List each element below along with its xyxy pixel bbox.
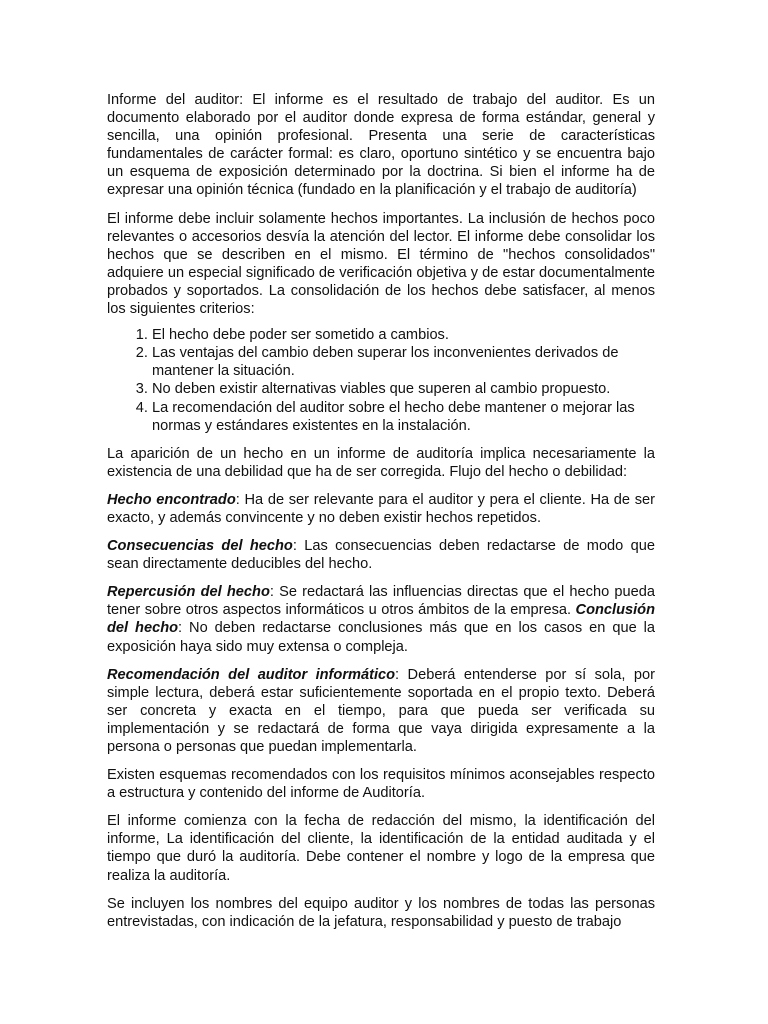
- paragraph-consecuencias: [107, 537, 655, 573]
- text-repercusion: : Se redactará las influencias directas que el hecho pueda tener sobre otros aspectos informáticos u otros ámbitos de la empresa.: [107, 584, 655, 619]
- paragraph-repercusion: [107, 583, 655, 655]
- criteria-item: 3. No deben existir alternativas viables que superen al cambio propuesto.: [152, 380, 655, 398]
- text-consecuencias: : Las consecuencias deben redactarse de modo que sean directamente deducibles del hecho.: [107, 538, 655, 573]
- text-recomendacion: : Deberá entenderse por sí sola, por simple lectura, deberá estar suficientemente soportada en el propio texto. Deberá ser concreta y exacta en el tiempo, para que pueda ser verificada su implementación y se redactará de forma que vaya dirigida expresamente a la persona o personas que puedan implementarla.: [107, 666, 655, 755]
- paragraph-equipo-auditor: Se incluyen los nombres del equipo auditor y los nombres de todas las personas entrevistadas, con indicación de la jefatura, responsabilidad y puesto de trabajo: [107, 895, 655, 930]
- paragraph-hecho-encontrado: [107, 491, 655, 527]
- paragraph-recomendacion: [107, 666, 655, 756]
- term-hecho-encontrado: Hecho encontrado: [107, 491, 236, 508]
- criteria-item: 1. El hecho debe poder ser sometido a cambios.: [152, 326, 655, 344]
- criteria-list: [107, 326, 655, 435]
- paragraph-hechos-importantes: El informe debe incluir solamente hechos importantes. La inclusión de hechos poco relevantes o accesorios desvía la atención del lector. El informe debe consolidar los hechos que se describen en el mismo. El término de "hechos consolidados" adquiere un especial significado de verificación objetiva y de estar documentalmente probados y soportados. La consolidación de los hechos debe satisfacer, al menos los siguientes criterios:: [107, 210, 655, 318]
- term-consecuencias: Consecuencias del hecho: [107, 538, 293, 555]
- paragraph-informe-auditor: Informe del auditor: El informe es el resultado de trabajo del auditor. Es un documento elaborado por el auditor donde expresa de forma estándar, general y sencilla, una opinión profesional. Presenta una serie de características fundamentales de carácter formal: es claro, oportuno sintético y se encuentra bajo un esquema de exposición determinado por la doctrina. Si bien el informe ha de expresar una opinión técnica (fundado en la planificación y el trabajo de auditoría): [107, 92, 655, 199]
- paragraph-esquemas: Existen esquemas recomendados con los requisitos mínimos aconsejables respecto a estructura y contenido del informe de Auditoría.: [107, 767, 655, 802]
- text-hecho-encontrado: : Ha de ser relevante para el auditor y pera el cliente. Ha de ser exacto, y además convincente y no deben existir hechos repetidos.: [107, 491, 655, 526]
- paragraph-aparicion-hecho: La aparición de un hecho en un informe de auditoría implica necesariamente la existencia de una debilidad que ha de ser corregida. Flujo del hecho o debilidad:: [107, 445, 655, 480]
- term-repercusion: Repercusión del hecho: [107, 584, 270, 601]
- criteria-item: 2. Las ventajas del cambio deben superar los inconvenientes derivados de mantener la situación.: [152, 344, 655, 380]
- document-page: [107, 91, 655, 941]
- term-conclusion: Conclusión del hecho: [107, 602, 655, 637]
- text-conclusion: : No deben redactarse conclusiones más que en los casos en que la exposición haya sido muy extensa o compleja.: [107, 620, 656, 655]
- term-recomendacion: Recomendación del auditor informático: [107, 666, 396, 683]
- criteria-item: 4. La recomendación del auditor sobre el hecho debe mantener o mejorar las normas y estándares existentes en la instalación.: [152, 399, 655, 435]
- paragraph-comienzo-informe: El informe comienza con la fecha de redacción del mismo, la identificación del informe, La identificación del cliente, la identificación de la entidad auditada y el tiempo que duró la auditoría. Debe contener el nombre y logo de la empresa que realiza la auditoría.: [107, 813, 655, 884]
